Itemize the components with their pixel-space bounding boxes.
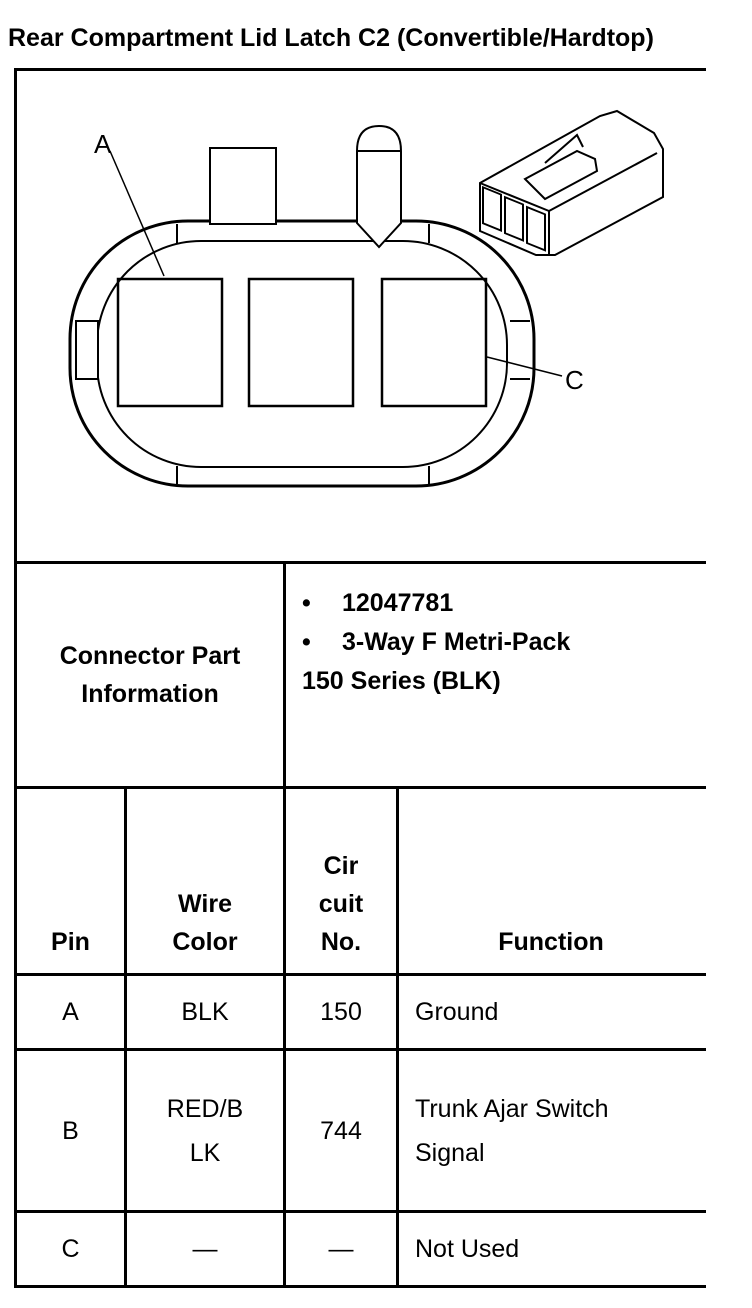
table-row-a-wire-color: BLK [181, 998, 229, 1026]
connector-face-drawing [17, 71, 703, 561]
pin-c-callout: C [565, 365, 584, 395]
connector-diagram [17, 71, 703, 561]
bullet-icon: • [302, 589, 311, 617]
table-row-b-function: Trunk Ajar Switch Signal [415, 1094, 609, 1167]
table-row-a-pin: A [62, 998, 79, 1026]
table-row-c-wire-color: — [192, 1235, 218, 1263]
header-pin: Pin [51, 928, 90, 956]
table-row-c-circuit: — [328, 1235, 354, 1263]
header-function: Function [498, 928, 604, 956]
bullet-icon: • [302, 628, 311, 656]
table-row-b-circuit: 744 [320, 1116, 362, 1145]
page-title: Rear Compartment Lid Latch C2 (Convertible/Hardtop) [8, 24, 654, 52]
pin-a-callout: A [94, 129, 112, 159]
table-row-b-pin: B [62, 1116, 79, 1145]
connector-type-item: • 3-Way F Metri-Pack [302, 623, 570, 662]
part-number-item: • 12047781 [302, 584, 570, 623]
connector-part-info-label: Connector Part Information [59, 642, 241, 708]
connector-series-text: 150 Series (BLK) [302, 667, 501, 695]
table-row-a-circuit: 150 [320, 998, 362, 1026]
connector-part-info [302, 584, 570, 701]
table-row-c-pin: C [61, 1235, 80, 1263]
table-row-b-wire-color: RED/B LK [166, 1094, 244, 1167]
header-wire-color: Wire Color [172, 890, 238, 956]
table-row-a-function: Ground [415, 998, 499, 1026]
connector-isometric-icon [480, 111, 663, 255]
table-row-c-function: Not Used [415, 1235, 520, 1263]
header-circuit-number: Cir cuit No. [318, 852, 364, 956]
